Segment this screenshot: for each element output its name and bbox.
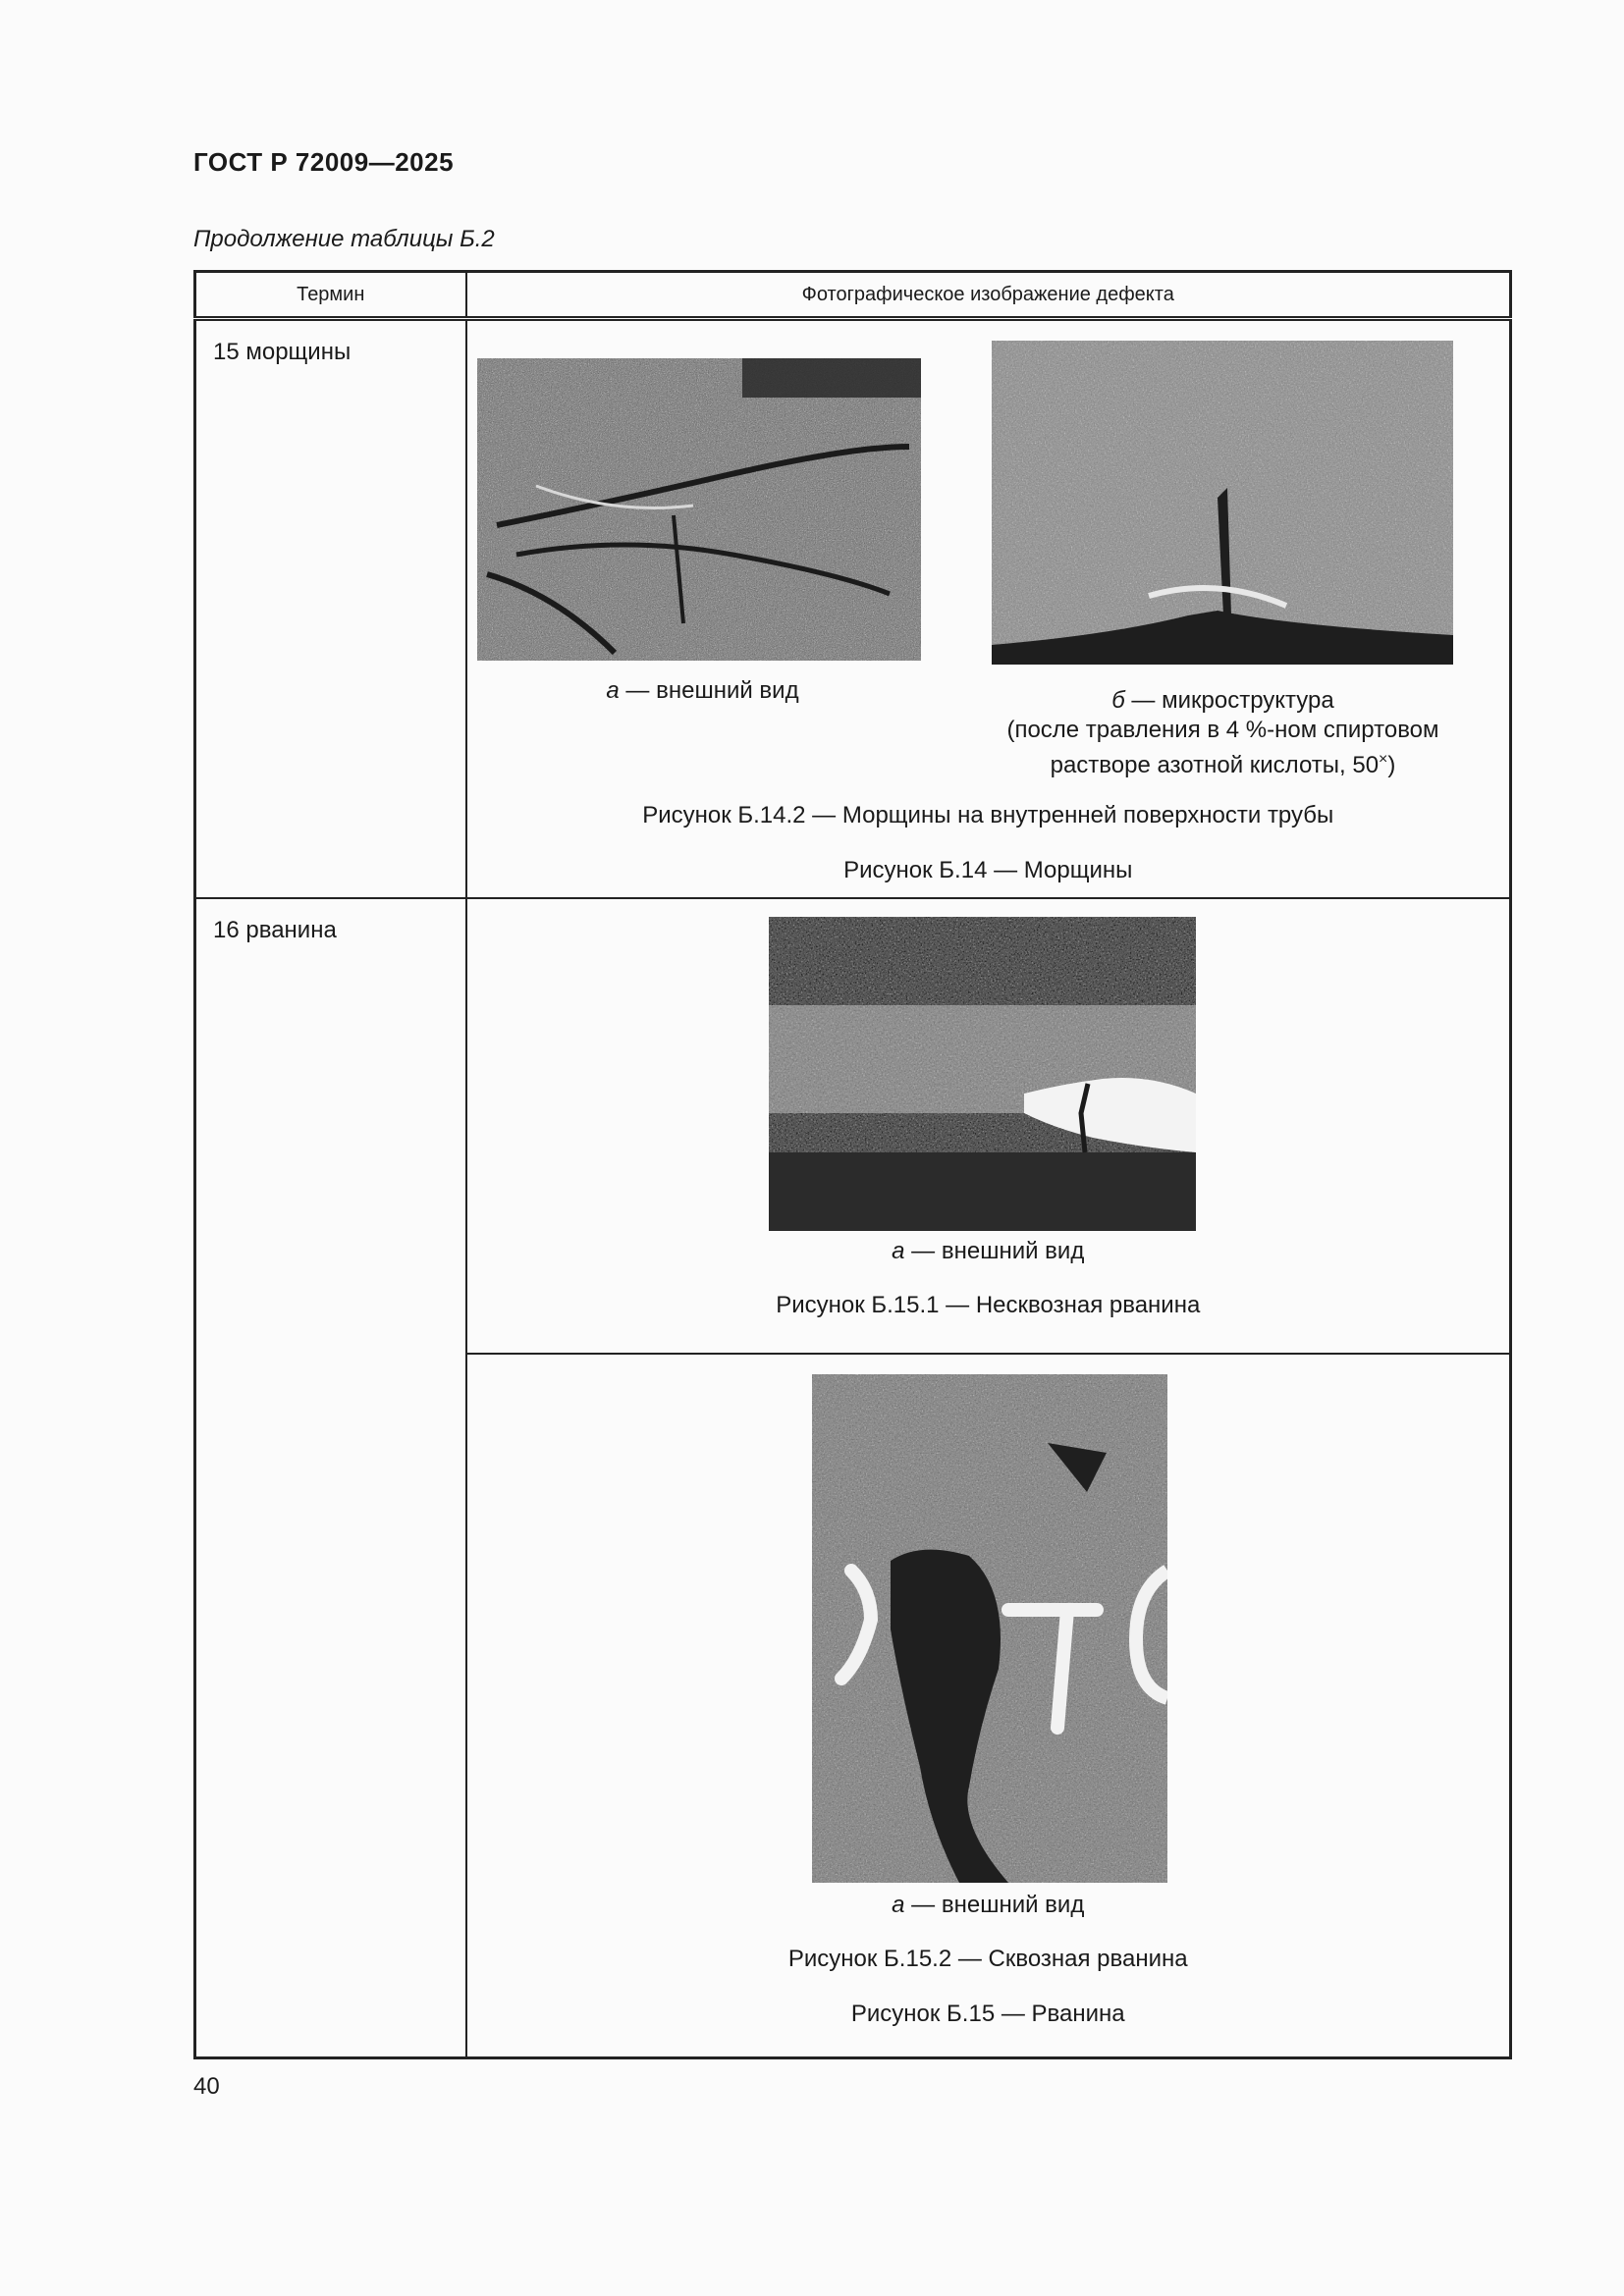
caption-line: растворе азотной кислоты, 50 xyxy=(1050,752,1380,778)
caption-letter: а xyxy=(892,1892,905,1918)
term-tear: 16 рванина xyxy=(195,898,466,2058)
table-row-wrinkles xyxy=(195,319,1511,899)
magnification-symbol: × xyxy=(1379,751,1388,768)
caption-wrinkles-exterior xyxy=(467,676,939,706)
photo-cell-tear-2 xyxy=(466,1354,1511,2058)
caption-wrinkles-microstructure xyxy=(968,686,1479,780)
term-wrinkles: 15 морщины xyxy=(195,319,466,899)
caption-line: (после травления в 4 %-ном спиртовом xyxy=(1006,717,1439,743)
photo-wrinkles-microstructure xyxy=(992,341,1453,665)
header-term: Термин xyxy=(195,272,466,319)
caption-letter: а xyxy=(606,677,620,704)
caption-close: ) xyxy=(1387,752,1396,778)
caption-tear-through xyxy=(467,1891,1510,1920)
table-header-row xyxy=(195,272,1511,319)
photo-tear-partial xyxy=(769,917,1196,1231)
caption-text: — внешний вид xyxy=(904,1892,1085,1918)
photo-tear-through xyxy=(812,1374,1167,1883)
figure-title-b15-1: Рисунок Б.15.1 — Несквозная рванина xyxy=(776,1292,1201,1318)
page-number: 40 xyxy=(193,2073,220,2100)
caption-text: — внешний вид xyxy=(904,1238,1085,1264)
defects-table xyxy=(193,270,1512,2059)
caption-tear-partial xyxy=(467,1237,1510,1266)
figure-title-b14-2: Рисунок Б.14.2 — Морщины на внутренней поверхности трубы xyxy=(642,802,1334,828)
caption-letter: а xyxy=(892,1238,905,1264)
photo-wrinkles-exterior xyxy=(477,358,921,661)
photo-cell-tear-1 xyxy=(466,898,1511,1354)
figure-title-b15: Рисунок Б.15 — Рванина xyxy=(850,2001,1125,2027)
caption-text: — внешний вид xyxy=(619,677,799,704)
table-continuation-label: Продолжение таблицы Б.2 xyxy=(193,226,495,252)
document-header: ГОСТ Р 72009—2025 xyxy=(193,147,455,177)
header-photo: Фотографическое изображение дефекта xyxy=(466,272,1511,319)
figure-title-b15-2: Рисунок Б.15.2 — Сквозная рванина xyxy=(787,1946,1188,1972)
caption-letter: б xyxy=(1111,687,1125,714)
caption-text: — микроструктура xyxy=(1124,687,1334,714)
photo-cell-wrinkles xyxy=(466,319,1511,899)
figure-title-b14: Рисунок Б.14 — Морщины xyxy=(843,857,1133,883)
table-row-tear xyxy=(195,898,1511,1354)
